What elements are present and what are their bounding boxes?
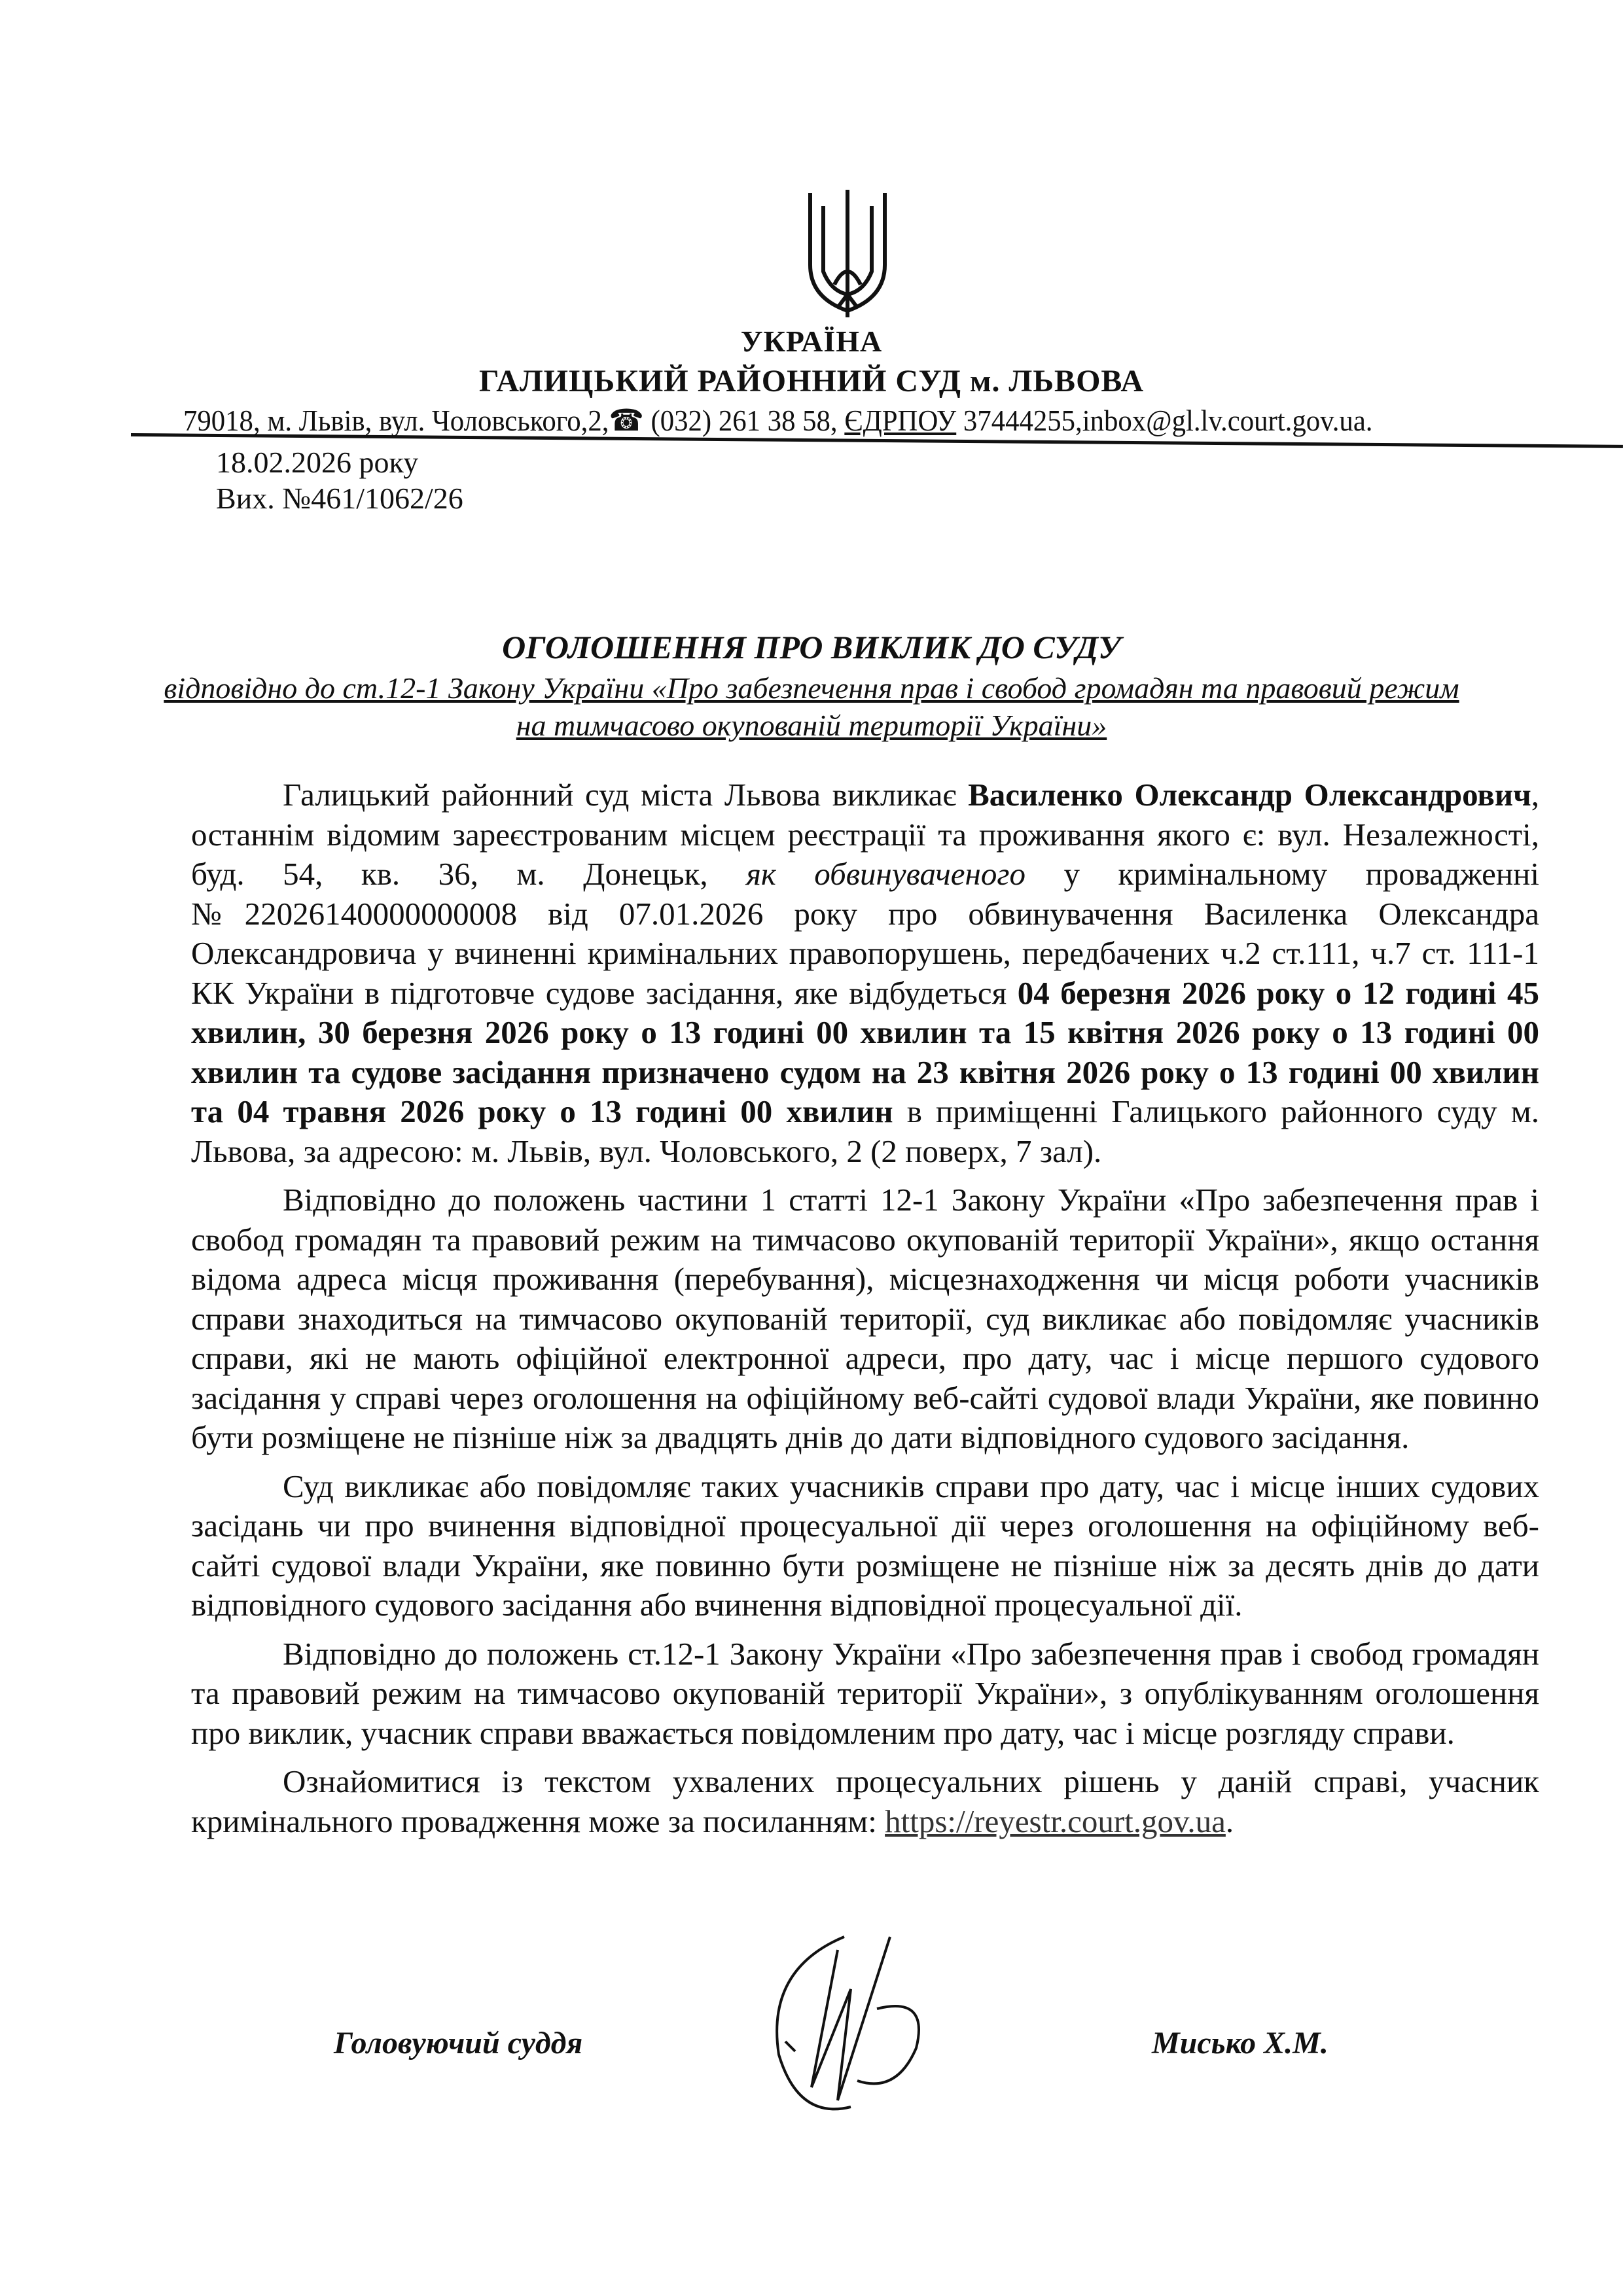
country-heading: УКРАЇНА: [740, 325, 883, 358]
defendant-role: як обвинуваченого: [746, 856, 1026, 892]
outgoing-number: Вих. №461/1062/26: [216, 482, 463, 515]
paragraph-summons: [191, 775, 1539, 1171]
judge-role: Головуючий суддя: [334, 2026, 583, 2060]
text: .: [1225, 1803, 1234, 1839]
text: Ознайомитися із текстом ухвалених процесуальних рішень у даній справі, учасник кримінального провадження може за посиланням:: [191, 1763, 1539, 1839]
defendant-name: Василенко Олександр Олександрович: [968, 777, 1531, 813]
document-title: ОГОЛОШЕННЯ ПРО ВИКЛИК ДО СУДУ: [502, 629, 1121, 665]
trident-icon: [805, 186, 890, 324]
document-body: [191, 775, 1539, 1841]
text: Галицький районний суд міста Львова викликає: [283, 777, 969, 813]
document-date: 18.02.2026 року: [216, 446, 419, 479]
paragraph-registry: [191, 1762, 1539, 1841]
edrpou-email: 37444255,inbox@gl.lv.court.gov.ua.: [963, 404, 1373, 437]
document-subtitle-2: на тимчасово окупованій території України»: [516, 709, 1107, 742]
text: у кримінальному провадженні №22026140000000008 від 07.01.2026 року про обвинувачення Василенка Олександра Олександровича у вчиненні кримінальних правопорушень, передбачених ч.2 ст.111, ч.7 ст. 111-1 КК України в підготовче судове засідання, яке відбудеться: [191, 856, 1539, 1011]
registry-link[interactable]: https://reyestr.court.gov.ua: [885, 1803, 1226, 1839]
judge-name: Мисько Х.М.: [1152, 2026, 1329, 2060]
handwritten-signature: [740, 1911, 955, 2127]
paragraph-law-1: Відповідно до положень частини 1 статті 12-1 Закону України «Про забезпечення прав і свобод громадян та правовий режим на тимчасово окупованій території України», якщо остання відома адреса місця проживання (перебування), місцезнаходження чи місця роботи учасників справи знаходиться на тимчасово окупованій території, суд викликає або повідомляє учасників справи, які не мають офіційної електронної адреси, про дату, час і місце першого судового засідання у справі через оголошення на офіційному веб-сайті судової влади України, яке повинно бути розміщене не пізніше ніж за двадцять днів до дати відповідного судового засідання.: [191, 1182, 1539, 1455]
text: , останнім відомим зареєстрованим місцем реєстрації та проживання якого є: вул. Незалежності, буд. 54, кв. 36, м. Донецьк,: [191, 777, 1539, 892]
text: в приміщенні Галицького районного суду м. Львова, за адресою: м. Львів, вул. Чоловського, 2 (2 поверх, 7 зал).: [191, 1093, 1540, 1169]
court-phone: (032) 261 38 58,: [651, 404, 838, 437]
paragraph-law-3: Відповідно до положень ст.12-1 Закону України «Про забезпечення прав і свобод громадян та правовий режим на тимчасово окупованій території України», з опублікуванням оголошення про виклик, учасник справи вважається повідомленим про дату, час і місце розгляду справи.: [191, 1635, 1539, 1751]
paragraph-law-2: Суд викликає або повідомляє таких учасників справи про дату, час і місце інших судових засідань чи про вчинення відповідної процесуальної дії через оголошення на офіційному веб-сайті судової влади України, яке повинно бути розміщене не пізніше ніж за десять днів до дати відповідного судового засідання або вчинення відповідної процесуальної дії.: [191, 1468, 1539, 1623]
court-address: 79018, м. Львів, вул. Чоловського,2,: [183, 404, 609, 437]
court-contacts: [183, 402, 1373, 438]
hearing-dates: 04 березня 2026 року о 12 годині 45 хвилин, 30 березня 2026 року о 13 годині 00 хвилин та 15 квітня 2026 року о 13 годині 00 хвилин та судове засідання призначено судом на 23 квітня 2026 року о 13 годині 00 хвилин та 04 травня 2026 року о 13 годині 00 хвилин: [191, 974, 1539, 1129]
telephone-icon: ☎: [609, 404, 644, 437]
document-subtitle-1: відповідно до ст.12-1 Закону України «Про забезпечення прав і свобод громадян та правовий режим: [164, 671, 1459, 705]
court-name: ГАЛИЦЬКИЙ РАЙОННИЙ СУД м. ЛЬВОВА: [478, 364, 1145, 398]
edrpou-label: ЄДРПОУ: [844, 404, 957, 437]
